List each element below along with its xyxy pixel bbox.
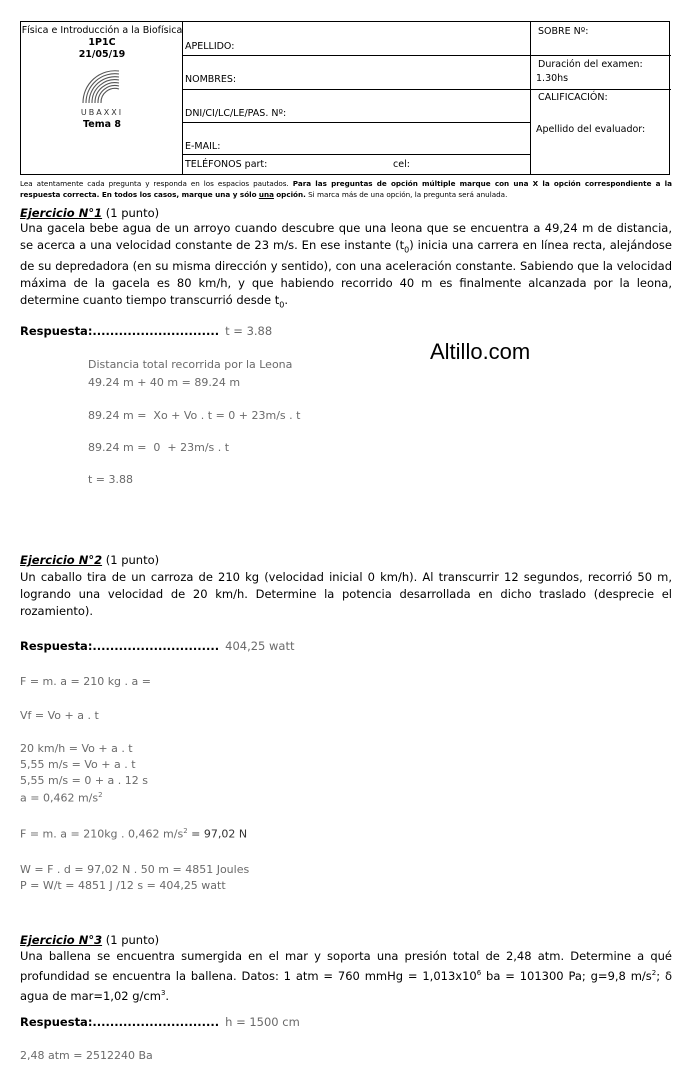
exam-theme: Tema 8 (83, 119, 121, 130)
ex2-number: Ejercicio N°2 (20, 553, 103, 567)
ex3-title (20, 933, 159, 947)
answer-label: Respuesta:............................. (20, 639, 220, 653)
instructions (20, 178, 672, 200)
divider (182, 154, 531, 155)
ex1-text: . (284, 293, 288, 308)
answer-value[interactable]: 404,25 watt (225, 639, 295, 653)
ex3-work-line: 2,48 atm = 2512240 Ba (20, 1049, 153, 1062)
answer-label: Respuesta:............................. (20, 324, 220, 338)
ex1-answer (20, 324, 272, 338)
ex3-statement (20, 948, 672, 1005)
nombres-field[interactable]: NOMBRES: (185, 74, 237, 85)
ex1-sub: 0 (404, 245, 410, 255)
divider (530, 22, 531, 174)
ex2-work-text: = 97,02 N (191, 827, 248, 841)
ex1-statement (20, 220, 672, 314)
ex2-work-line: W = F . d = 97,02 N . 50 m = 4851 Joules (20, 863, 250, 876)
evaluador-field[interactable]: Apellido del evaluador: (536, 124, 646, 135)
divider (530, 89, 671, 90)
answer-value[interactable]: h = 1500 cm (225, 1015, 300, 1029)
telefono-field[interactable]: TELÉFONOS part: (185, 159, 268, 170)
ex2-statement: Un caballo tira de un carroza de 210 kg (velocidad inicial 0 km/h). Al transcurrir 12 segundos, recorrió 50 m, logrando una velocidad de 20 km/h. Determine la potencia desarrollada en dicho traslado (desprecie el rozamiento). (20, 570, 672, 618)
ex2-sup: 2 (183, 827, 188, 835)
ex1-work-line: 89.24 m = 0 + 23m/s . t (88, 441, 230, 454)
dni-field[interactable]: DNI/CI/LC/LE/PAS. Nº: (185, 108, 287, 119)
exam-code: 1P1C (88, 37, 116, 48)
logo-text: UBAXXI (80, 108, 124, 117)
ex1-number: Ejercicio N°1 (20, 206, 103, 220)
ex3-sup: 2 (651, 969, 657, 977)
watermark: Altillo.com (430, 339, 531, 364)
ex3-text: ba = 101300 Pa; g=9,8 m/s (481, 968, 652, 983)
ex1-text: ) inicia una carrera en línea recta, alejándose de su depredadora (en su misma dirección y sentido), con una aceleración constante. Sabiendo que la velocidad máxima de la gacela es 80 km/h, y que habiendo recorrido 40 m es finalmente alcanzada por la leona, determine cuanto tiempo transcurrió desde t (20, 238, 672, 308)
ex1-points: (1 punto) (105, 206, 160, 220)
ex3-text: Una ballena se encuentra sumergida en el mar y soporta una presión total de 2,48 atm. Determine a qué profundidad se encuentra la ballena. Datos: 1 atm = 760 mmHg = 1,013x10 (20, 949, 672, 983)
ex3-text: ; δ agua de mar=1,02 g/cm (20, 968, 672, 1003)
instructions-part: Para las preguntas de opción múltiple marque con una X la opción correspondiente a la respuesta correcta. En todos los casos, marque una y sólo (20, 179, 672, 199)
answer-value[interactable]: t = 3.88 (225, 324, 273, 338)
instructions-part: una (258, 190, 274, 199)
ex2-work-line: Vf = Vo + a . t (20, 709, 99, 722)
subject-title: Física e Introducción a la Biofísica (21, 25, 183, 36)
ex3-points: (1 punto) (105, 933, 160, 947)
ex2-work-line: 20 km/h = Vo + a . t (20, 742, 133, 755)
ex2-title (20, 553, 159, 567)
ex1-work-line: t = 3.88 (88, 473, 134, 486)
ex2-work-text: a = 0,462 m/s (20, 791, 99, 805)
ex1-text: Una gacela bebe agua de un arroyo cuando descubre que una leona que se encuentra a 49,24 m de distancia, se acerca a una velocidad constante de 23 m/s. En ese instante (t (20, 221, 672, 252)
exam-header (20, 21, 670, 175)
ex1-title (20, 206, 159, 220)
answer-label: Respuesta:............................. (20, 1015, 220, 1029)
ex2-work-line: F = m. a = 210 kg . a = (20, 675, 151, 688)
ex2-work-line (20, 791, 103, 805)
ex2-sup: 2 (98, 791, 103, 799)
ex2-work-line: P = W/t = 4851 J /12 s = 404,25 watt (20, 879, 226, 892)
ex1-work-line: Distancia total recorrida por la Leona (88, 358, 293, 371)
duracion-label: Duración del examen: (538, 59, 643, 70)
sobre-field[interactable]: SOBRE Nº: (538, 26, 589, 37)
ubaxxi-logo-icon (79, 67, 125, 107)
ex2-points: (1 punto) (105, 553, 160, 567)
instructions-part: opción. (276, 190, 306, 199)
divider (182, 89, 531, 90)
instructions-part: Lea atentamente cada pregunta y responda en los espacios pautados. (20, 179, 289, 188)
ex3-sup: 6 (476, 969, 482, 977)
ex2-work-line: 5,55 m/s = Vo + a . t (20, 758, 136, 771)
ex2-answer (20, 639, 295, 653)
duracion-value: 1.30hs (536, 73, 569, 84)
divider (530, 55, 671, 56)
ex1-work-line: 89.24 m = Xo + Vo . t = 0 + 23m/s . t (88, 409, 301, 422)
divider (182, 22, 183, 174)
calificacion-field[interactable]: CALIFICACIÓN: (538, 92, 608, 103)
ex1-sub: 0 (279, 300, 285, 310)
header-left-column (21, 22, 183, 131)
ex3-number: Ejercicio N°3 (20, 933, 103, 947)
email-field[interactable]: E-MAIL: (185, 141, 221, 152)
ex3-text: . (165, 988, 170, 1003)
ex3-sup: 3 (160, 988, 166, 997)
ex1-work-line: 49.24 m + 40 m = 89.24 m (88, 376, 241, 389)
divider (182, 122, 531, 123)
instructions-part: Si marca más de una opción, la pregunta será anulada. (308, 190, 508, 199)
ex2-work-line (20, 827, 247, 841)
cel-field[interactable]: cel: (393, 159, 410, 170)
ex3-answer (20, 1015, 300, 1029)
ex2-work-text: F = m. a = 210kg . 0,462 m/s (20, 827, 184, 841)
ex2-work-line: 5,55 m/s = 0 + a . 12 s (20, 774, 149, 787)
divider (182, 55, 531, 56)
apellido-field[interactable]: APELLIDO: (185, 41, 235, 52)
exam-date: 21/05/19 (78, 49, 126, 60)
